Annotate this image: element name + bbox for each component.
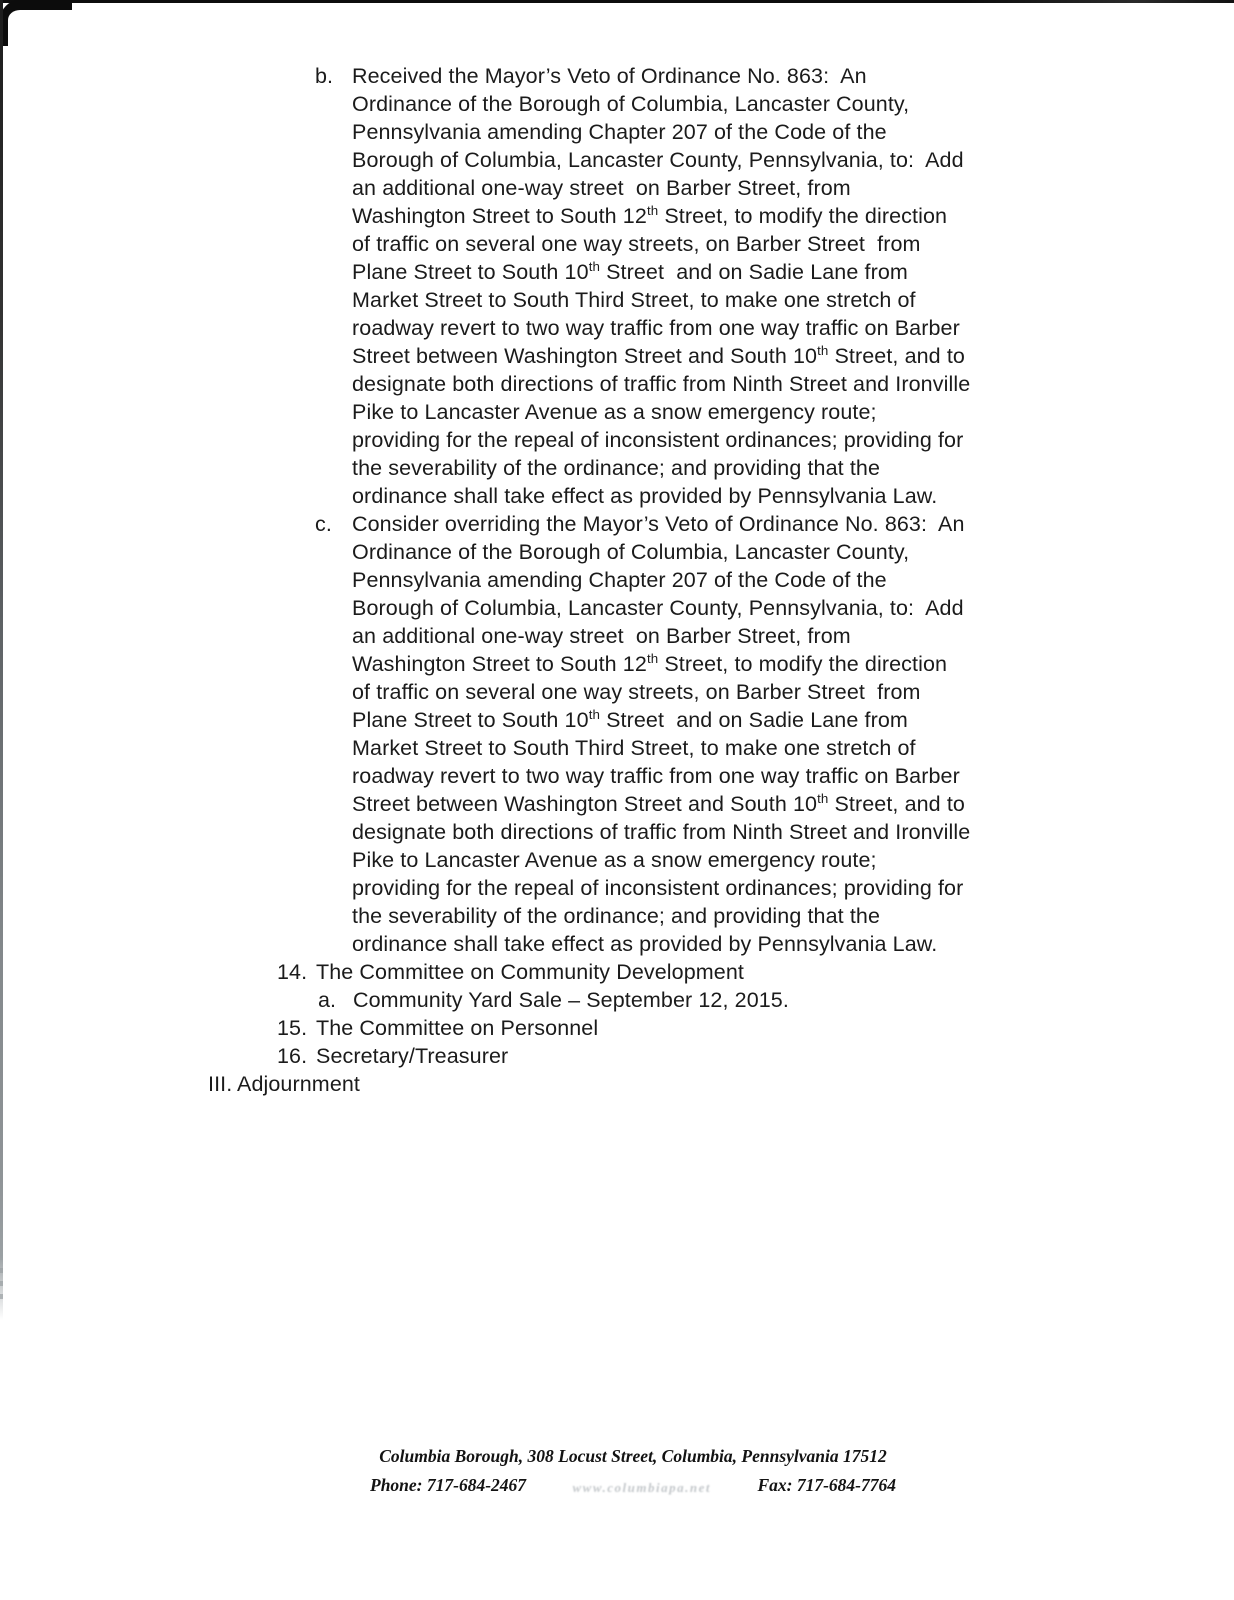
agenda-line: Pennsylvania amending Chapter 207 of the Code of the	[352, 120, 887, 144]
agenda-line: Market Street to South Third Street, to make one stretch of	[352, 288, 916, 312]
agenda-item	[0, 62, 1234, 510]
agenda-item	[0, 1042, 1234, 1070]
agenda-item	[0, 1014, 1234, 1042]
agenda-line: Consider overriding the Mayor’s Veto of Ordinance No. 863: An	[352, 512, 965, 536]
agenda-item-text	[316, 1042, 508, 1070]
agenda-item-text	[316, 958, 744, 986]
agenda-item-label: a.	[318, 988, 337, 1012]
agenda-line: Plane Street to South 10th Street and on Sadie Lane from	[352, 706, 908, 732]
agenda-item-text	[352, 62, 970, 510]
agenda-item-label: 14.	[277, 960, 308, 984]
agenda-line: providing for the repeal of inconsistent ordinances; providing for	[352, 876, 964, 900]
agenda-line: The Committee on Community Development	[316, 960, 744, 984]
agenda-line: Community Yard Sale – September 12, 2015.	[353, 988, 789, 1012]
agenda-line: providing for the repeal of inconsistent ordinances; providing for	[352, 428, 964, 452]
agenda-line: the severability of the ordinance; and providing that the	[352, 904, 881, 928]
footer-phone: Phone: 717-684-2467	[370, 1475, 527, 1495]
footer-contact-row	[370, 1471, 896, 1501]
agenda-item-label: III.	[208, 1072, 233, 1096]
agenda-line: Adjournment	[237, 1072, 361, 1096]
agenda-item-label: 16.	[277, 1044, 308, 1068]
agenda-line: designate both directions of traffic from Ninth Street and Ironville	[352, 820, 971, 844]
scan-artifact-corner	[0, 0, 72, 46]
agenda-line: Ordinance of the Borough of Columbia, Lancaster County,	[352, 92, 910, 116]
agenda-line: ordinance shall take effect as provided by Pennsylvania Law.	[352, 484, 938, 508]
agenda-item	[0, 958, 1234, 986]
agenda-line: designate both directions of traffic from Ninth Street and Ironville	[352, 372, 971, 396]
agenda-line: roadway revert to two way traffic from one way traffic on Barber	[352, 764, 960, 788]
agenda-line: Market Street to South Third Street, to make one stretch of	[352, 736, 916, 760]
scan-artifact-top-edge	[0, 0, 1234, 3]
agenda-line: of traffic on several one way streets, on Barber Street from	[352, 232, 921, 256]
agenda-line: an additional one-way street on Barber Street, from	[352, 176, 851, 200]
agenda-line: Washington Street to South 12th Street, to modify the direction	[352, 202, 948, 228]
agenda-item-text	[353, 986, 789, 1014]
footer-address: Columbia Borough, 308 Locust Street, Columbia, Pennsylvania 17512	[379, 1446, 887, 1466]
footer-website: www.columbiapa.net	[572, 1480, 711, 1495]
agenda-line: Borough of Columbia, Lancaster County, Pennsylvania, to: Add	[352, 596, 964, 620]
agenda-item-text	[237, 1070, 360, 1098]
agenda-line: an additional one-way street on Barber Street, from	[352, 624, 851, 648]
agenda-line: Street between Washington Street and South 10th Street, and to	[352, 790, 965, 816]
agenda-line: Received the Mayor’s Veto of Ordinance No. 863: An	[352, 64, 867, 88]
agenda-item-label: b.	[315, 64, 334, 88]
agenda-list	[0, 62, 1234, 1098]
agenda-line: Pennsylvania amending Chapter 207 of the Code of the	[352, 568, 887, 592]
scan-artifact-left-dashes	[0, 1255, 3, 1300]
agenda-item	[0, 510, 1234, 958]
footer-fax: Fax: 717-684-7764	[757, 1475, 896, 1495]
agenda-line: the severability of the ordinance; and providing that the	[352, 456, 881, 480]
agenda-item	[0, 986, 1234, 1014]
agenda-line: Plane Street to South 10th Street and on Sadie Lane from	[352, 258, 908, 284]
agenda-line: roadway revert to two way traffic from one way traffic on Barber	[352, 316, 960, 340]
agenda-line: Secretary/Treasurer	[316, 1044, 509, 1068]
agenda-line: of traffic on several one way streets, on Barber Street from	[352, 680, 921, 704]
agenda-item-label: c.	[315, 512, 332, 536]
agenda-item-label: 15.	[277, 1016, 308, 1040]
agenda-line: Street between Washington Street and South 10th Street, and to	[352, 342, 965, 368]
agenda-line: Pike to Lancaster Avenue as a snow emergency route;	[352, 400, 877, 424]
agenda-item-text	[352, 510, 970, 958]
agenda-item-text	[316, 1014, 598, 1042]
agenda-item	[0, 1070, 1234, 1098]
agenda-line: The Committee on Personnel	[316, 1016, 599, 1040]
page-footer	[370, 1442, 896, 1501]
agenda-line: Washington Street to South 12th Street, to modify the direction	[352, 650, 948, 676]
agenda-line: Borough of Columbia, Lancaster County, Pennsylvania, to: Add	[352, 148, 964, 172]
agenda-line: Ordinance of the Borough of Columbia, Lancaster County,	[352, 540, 910, 564]
agenda-line: Pike to Lancaster Avenue as a snow emergency route;	[352, 848, 877, 872]
agenda-line: ordinance shall take effect as provided by Pennsylvania Law.	[352, 932, 938, 956]
